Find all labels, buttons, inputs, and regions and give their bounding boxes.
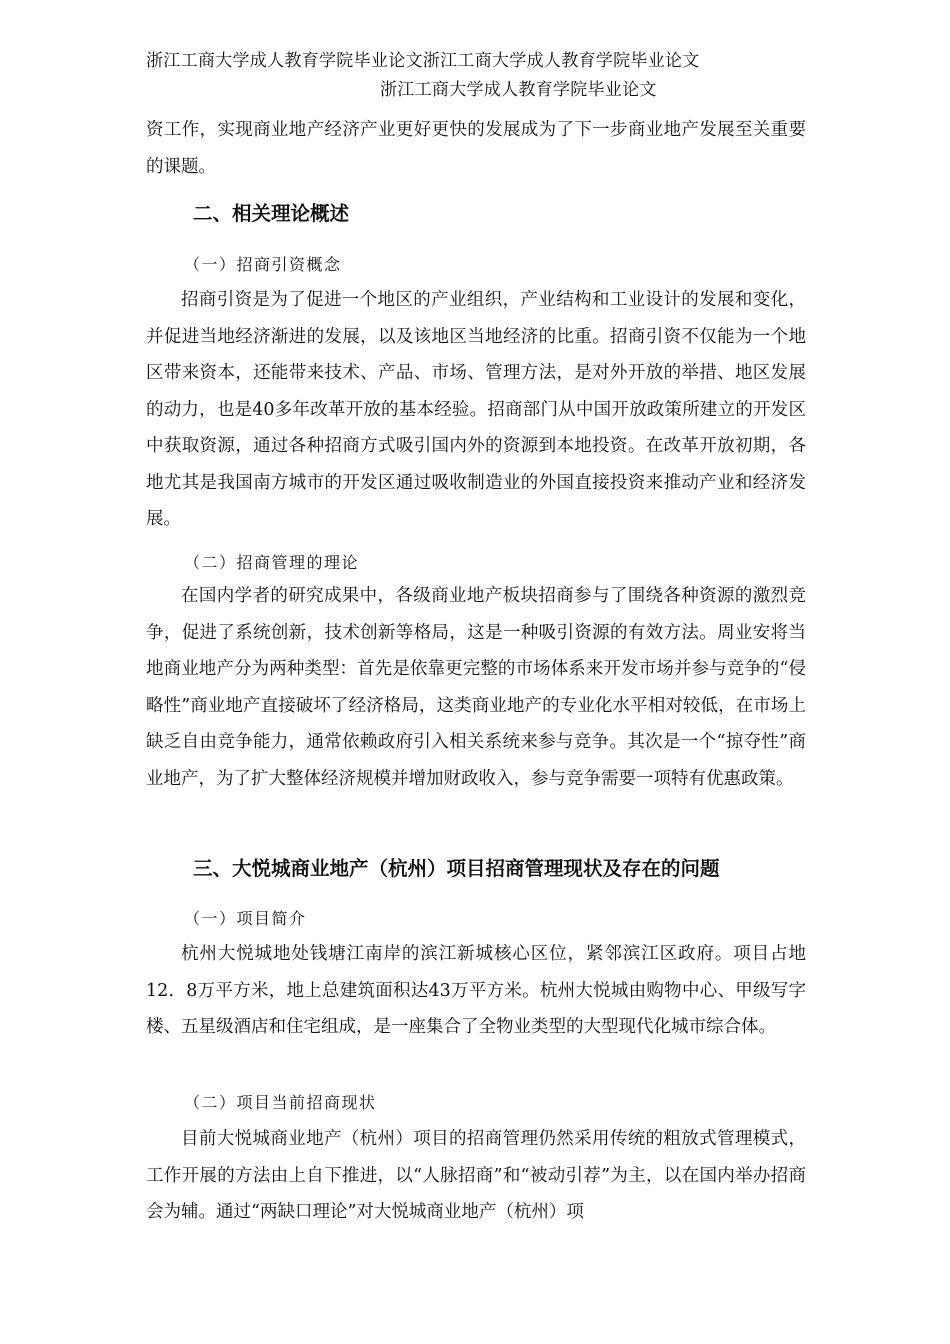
section-3-sub-1-paragraph: 杭州大悦城地处钱塘江南岸的滨江新城核心区位，紧邻滨江区政府。项目占地12．8万平方米，地上总建筑面积达43万平方米。杭州大悦城由购物中心、甲级写字楼、五星级酒店和住宅组成，是一座集合了全物业类型的大型现代化城市综合体。	[146, 944, 806, 1037]
section-2-sub-2-paragraph: 在国内学者的研究成果中，各级商业地产板块招商参与了围绕各种资源的激烈竞争，促进了系统创新，技术创新等格局，这是一种吸引资源的有效方法。周业安将当地商业地产分为两种类型：首先是依靠更完整的市场体系来开发市场并参与竞争的“侵略性”商业地产直接破坏了经济格局，这类商业地产的专业化水平相对较低，在市场上缺乏自由竞争能力，通常依赖政府引入相关系统来参与竞争。其次是一个“掠夺性”商业地产，为了扩大整体经济规模并增加财政收入，参与竞争需要一项特有优惠政策。	[146, 586, 806, 789]
section-3-sub-2-paragraph: 目前大悦城商业地产（杭州）项目的招商管理仍然采用传统的粗放式管理模式，工作开展的方法由上自下推进，以“人脉招商”和“被动引荐”为主，以在国内举办招商会为辅。通过“两缺口理论”对大悦城商业地产（杭州）项	[146, 1129, 806, 1222]
section-2-title: 二、相关理论概述	[193, 202, 350, 225]
running-header-secondary: 浙江工商大学成人教育学院毕业论文	[380, 80, 657, 100]
intro-paragraph: 资工作，实现商业地产经济产业更好更快的发展成为了下一步商业地产发展至关重要的课题。	[146, 120, 806, 177]
running-header: 浙江工商大学成人教育学院毕业论文浙江工商大学成人教育学院毕业论文	[146, 51, 700, 71]
section-3-sub-1-title: （一）项目简介	[184, 909, 307, 928]
section-2-sub-1-title: （一）招商引资概念	[184, 255, 342, 274]
section-2-sub-1-paragraph: 招商引资是为了促进一个地区的产业组织，产业结构和工业设计的发展和变化，并促进当地经济渐进的发展，以及该地区当地经济的比重。招商引资不仅能为一个地区带来资本，还能带来技术、产品、市场、管理方法，是对外开放的举措、地区发展的动力，也是40多年改革开放的基本经验。招商部门从中国开放政策所建立的开发区中获取资源，通过各种招商方式吸引国内外的资源到本地投资。在改革开放初期，各地尤其是我国南方城市的开发区通过吸收制造业的外国直接投资来推动产业和经济发展。	[146, 290, 806, 529]
section-3-sub-2-title: （二）项目当前招商现状	[184, 1093, 377, 1112]
section-3-title: 三、大悦城商业地产（杭州）项目招商管理现状及存在的问题	[193, 857, 720, 880]
section-2-sub-2-title: （二）招商管理的理论	[184, 553, 360, 572]
